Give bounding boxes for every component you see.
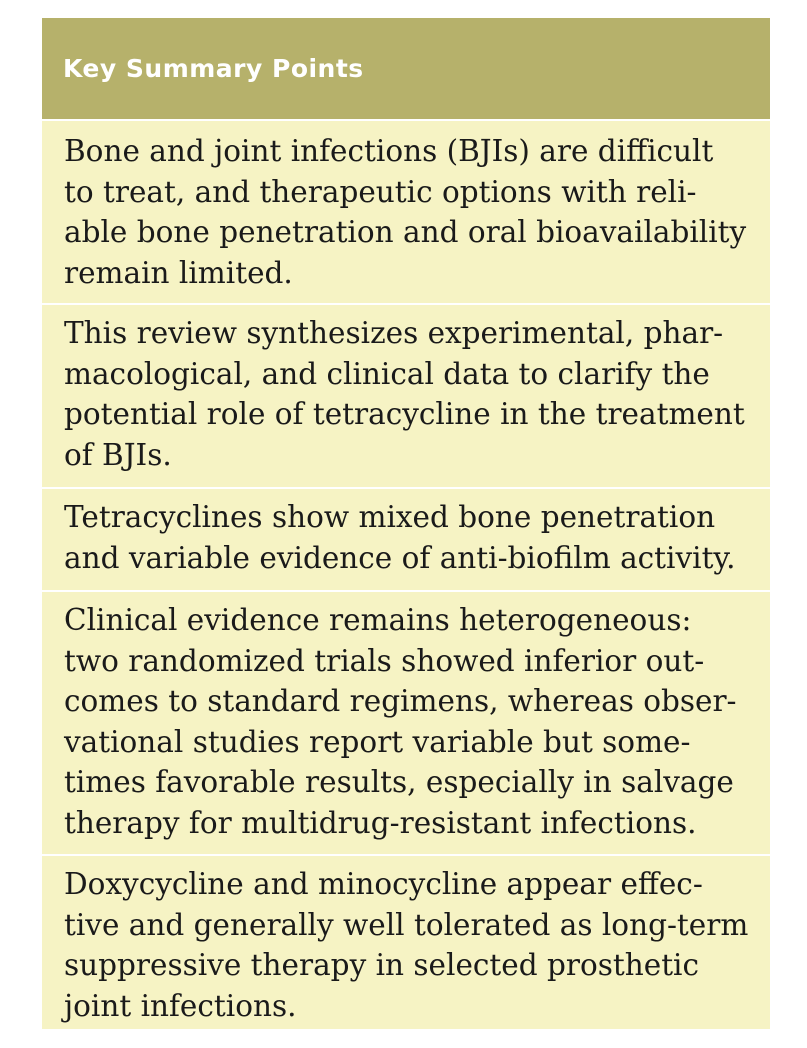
key-summary-box bbox=[42, 18, 770, 1029]
summary-point-line: vational studies report variable but some- bbox=[64, 724, 691, 759]
summary-header bbox=[42, 18, 770, 119]
summary-point-line: potential role of tetracycline in the treatment bbox=[64, 397, 745, 431]
summary-title: Key Summary Points bbox=[63, 54, 364, 83]
summary-point bbox=[42, 854, 770, 1029]
summary-point-line: times favorable results, especially in salvage bbox=[64, 765, 734, 799]
summary-point bbox=[42, 487, 770, 590]
summary-point-line: tive and generally well tolerated as long-term bbox=[64, 907, 749, 942]
summary-point-line: of BJIs. bbox=[64, 437, 172, 472]
summary-point-line: to treat, and therapeutic options with reli- bbox=[64, 174, 697, 209]
summary-point-line: two randomized trials showed inferior out- bbox=[64, 643, 705, 678]
summary-point-line: comes to standard regimens, whereas obser- bbox=[64, 684, 737, 718]
summary-point-line: This review synthesizes experimental, phar- bbox=[64, 316, 724, 350]
summary-point-line: suppressive therapy in selected prosthetic bbox=[64, 948, 700, 982]
summary-point-line: and variable evidence of anti-biofilm activity. bbox=[64, 540, 736, 575]
summary-point-line: Doxycycline and minocycline appear effec- bbox=[64, 867, 703, 901]
summary-point-line: Clinical evidence remains heterogeneous: bbox=[64, 603, 692, 637]
summary-point bbox=[42, 119, 770, 303]
summary-point-line: able bone penetration and oral bioavailability bbox=[64, 215, 747, 249]
summary-point bbox=[42, 590, 770, 854]
summary-point-line: therapy for multidrug-resistant infections. bbox=[64, 805, 697, 840]
summary-point-line: Bone and joint infections (BJIs) are difficult bbox=[64, 134, 714, 168]
summary-point-line: remain limited. bbox=[64, 255, 293, 290]
summary-point-line: Tetracyclines show mixed bone penetration bbox=[64, 500, 716, 534]
summary-point bbox=[42, 303, 770, 487]
summary-point-line: joint infections. bbox=[64, 988, 297, 1023]
summary-point-line: macological, and clinical data to clarify the bbox=[64, 356, 710, 391]
